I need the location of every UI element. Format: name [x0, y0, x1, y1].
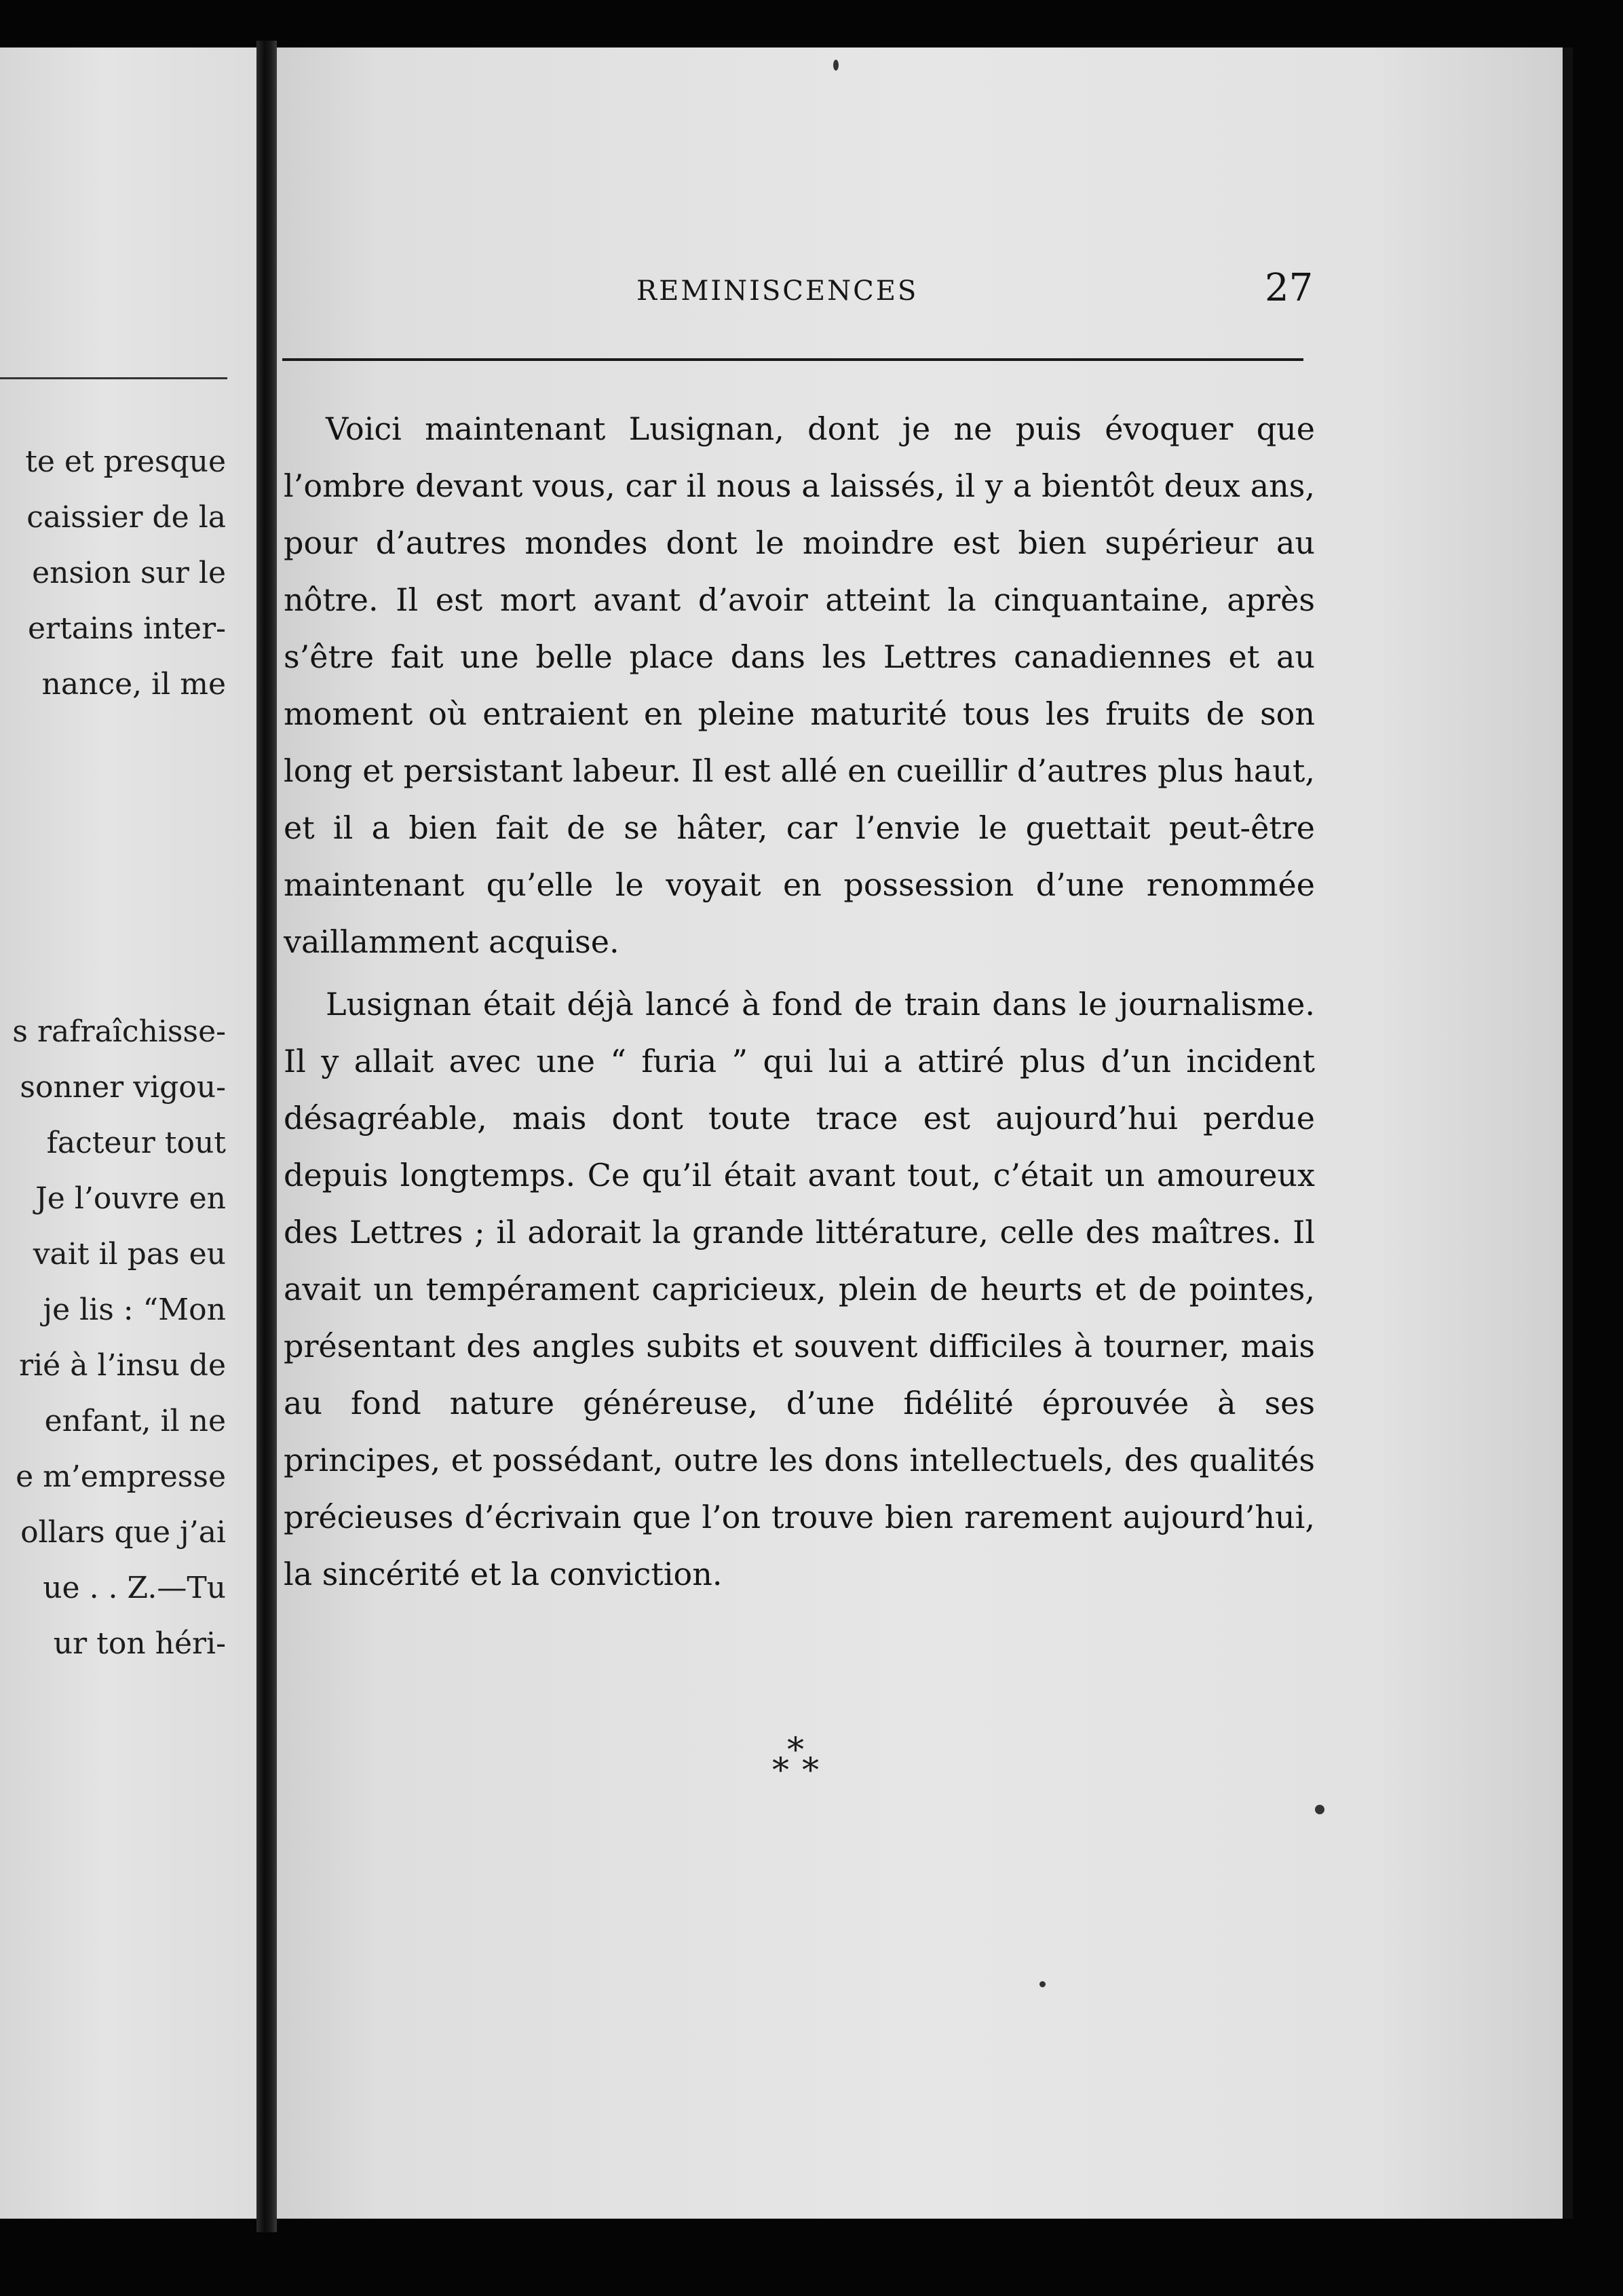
previous-page-text-bottom — [12, 1004, 226, 1672]
previous-page-header-rule — [0, 377, 227, 379]
scan-speck — [833, 60, 839, 71]
body-text — [284, 400, 1315, 1603]
text-line: nance, il me — [41, 667, 226, 702]
text-line: je lis : “Mon — [43, 1293, 226, 1327]
text-line: vait il pas eu — [33, 1237, 226, 1271]
page-header — [277, 266, 1314, 319]
text-line: rié à l’insu de — [19, 1348, 226, 1383]
paragraph-text: Voici maintenant Lusignan, dont je ne puis évoquer que l’ombre devant vous, car il nous a laissés, il y a bientôt deux ans, pour d’autres mondes dont le moindre est bien supérieur au nôtre. Il est mort avant d’avoir atteint la cinquantaine, après s’être fait une belle place dans les Lettres canadiennes et au moment où entraient en pleine maturité tous les fruits de son long et persistant labeur. Il est allé en cueillir d’autres plus haut, et il a bien fait de se hâter, car l’envie le guettait peut-être maintenant qu’elle le voyait en possession d’une renommée vaillamment acquise. — [284, 410, 1315, 960]
text-line: te et presque — [25, 444, 226, 479]
text-line: s rafraîchisse- — [12, 1014, 226, 1049]
section-break-asterism — [752, 1730, 847, 1805]
text-line: ertains inter- — [28, 611, 226, 646]
text-line: Je l’ouvre en — [35, 1181, 226, 1216]
page-edge-shadow — [1563, 47, 1573, 2219]
header-rule — [282, 358, 1303, 361]
asterisk: * — [772, 1750, 789, 1790]
scan-speck — [1315, 1805, 1324, 1814]
running-title: REMINISCENCES — [636, 275, 919, 307]
paragraph-text: Lusignan était déjà lancé à fond de train dans le journalisme. Il y allait avec une “ furia ” qui lui a attiré plus d’un incident désagréable, mais dont toute trace est aujourd’hui perdue depuis longtemps. Ce qu’il était avant tout, c’était un amoureux des Lettres ; il adorait la grande littérature, celle des maîtres. Il avait un tempérament capricieux, plein de heurts et de pointes, présentant des angles subits et souvent difficiles à tourner, mais au fond nature généreuse, d’une fidélité éprouvée à ses principes, et possédant, outre les dons intellectuels, des qualités précieuses d’écrivain que l’on trouve bien rarement aujourd’hui, la sincérité et la conviction. — [284, 986, 1315, 1592]
asterisk: * — [802, 1750, 819, 1790]
page-number: 27 — [1265, 266, 1314, 310]
previous-page-text-top — [25, 434, 226, 712]
text-line: sonner vigou- — [20, 1070, 226, 1105]
book-spine — [256, 41, 277, 2232]
text-line: caissier de la — [26, 500, 226, 535]
paragraph — [284, 400, 1315, 970]
text-line: facteur tout — [46, 1126, 226, 1160]
text-line: ollars que j’ai — [20, 1515, 226, 1550]
current-page — [277, 47, 1563, 2219]
paragraph — [284, 976, 1315, 1603]
text-line: ension sur le — [32, 556, 226, 590]
text-line: enfant, il ne — [44, 1404, 226, 1438]
scan-speck — [1039, 1981, 1046, 1987]
text-line: ur ton héri- — [53, 1626, 226, 1661]
asterisk: * — [787, 1730, 804, 1769]
text-line: ue . . Z.—Tu — [43, 1571, 226, 1605]
text-line: e m’empresse — [16, 1459, 226, 1494]
previous-page-fragment — [0, 47, 261, 2219]
